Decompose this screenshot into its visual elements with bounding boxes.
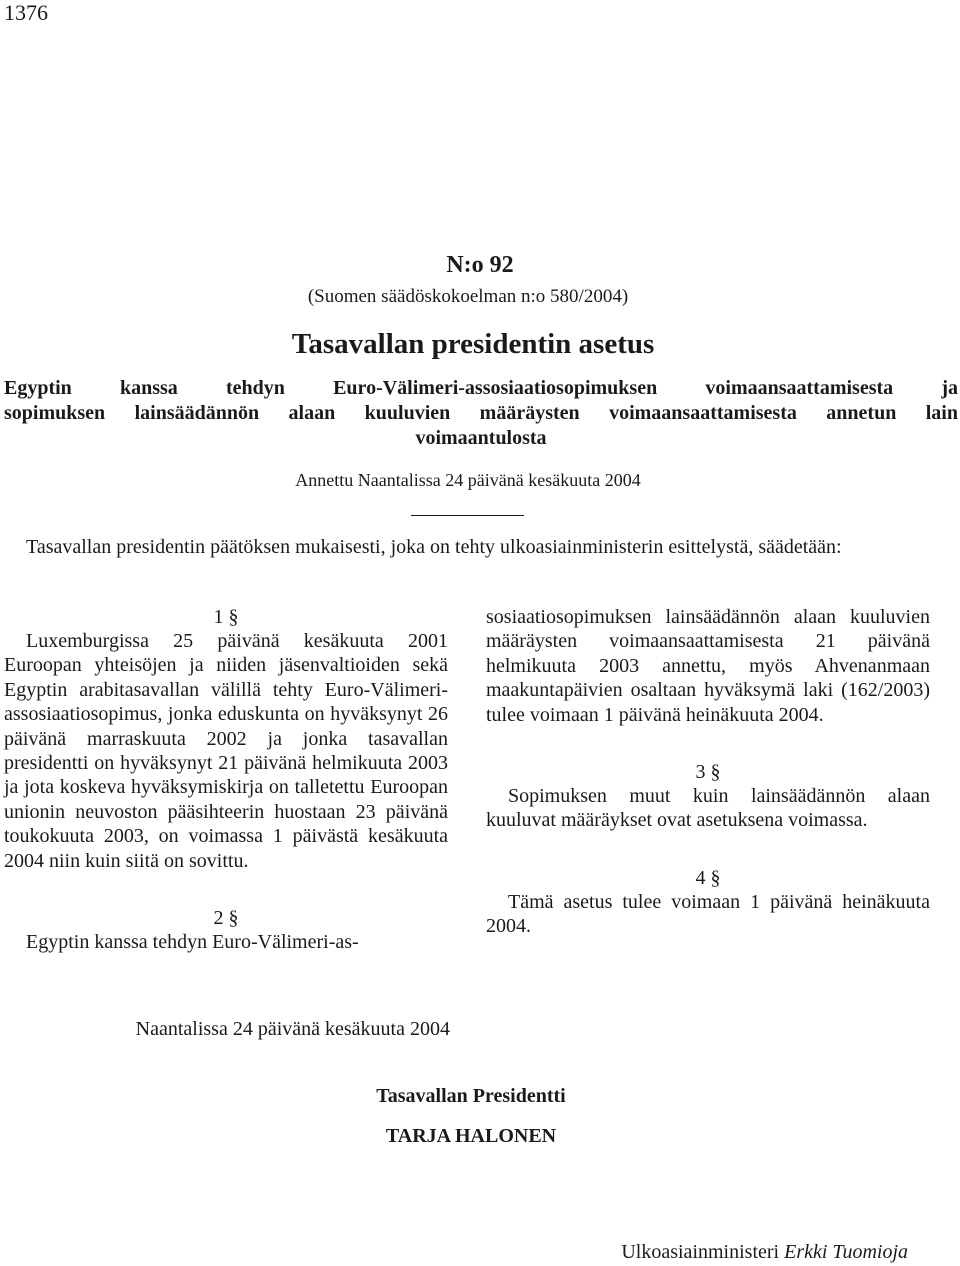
subject-line: Egyptin kanssa tehdyn Euro-Välimeri-assosiaatiosopimuksen voimaansaattamisesta ja [4,377,958,399]
subject-line: voimaantulosta [415,427,547,449]
collection-reference: (Suomen säädöskokoelman n:o 580/2004) [307,286,629,307]
act-title: Tasavallan presidentin asetus [291,328,655,360]
right-column [486,605,930,939]
section-heading: 2 § [213,907,239,930]
president-title: Tasavallan Presidentti [376,1085,566,1107]
statute-number: N:o 92 [446,252,514,278]
minister-name: Erkki Tuomioja [784,1241,908,1263]
section-text: Tämä asetus tulee voimaan 1 päivänä heinäkuuta 2004. [486,890,930,938]
left-column [4,605,448,954]
section-heading: 1 § [213,606,239,628]
section-text: Luxemburgissa 25 päivänä kesäkuuta 2001 Euroopan yhteisöjen ja niiden jäsenvaltioiden sekä Egyptin arabitasavallan välillä tehty Euro-Välimeri-assosiaatiosopimus, jonka eduskunta on hyväksynyt 26 päivänä marraskuuta 2002 ja jonka tasavallan presidentti on hyväksynyt 21 päivänä helmikuuta 2003 ja jota koskeva hyväksymiskirja on talletettu Euroopan unionin neuvoston pääsihteerin huostaan 23 päivänä toukokuuta 2003, on voimassa 1 päivästä kesäkuuta 2004 niin kuin siitä on sovittu. [4,630,448,872]
preamble [4,535,940,559]
section-heading: 4 § [695,866,721,889]
act-subject [4,376,958,451]
preamble-text: Tasavallan presidentin päätöksen mukaisesti, joka on tehty ulkoasiainministerin esittelystä, säädetään: [26,536,842,558]
minister-title: Ulkoasiainministeri [621,1241,780,1263]
signing-place-date: Naantalissa 24 päivänä kesäkuuta 2004 [135,1018,450,1040]
president-name: TARJA HALONEN [385,1125,557,1147]
minister-signature [440,1240,908,1264]
section-text: Sopimuksen muut kuin lainsäädännön alaan kuuluvat määräykset ovat asetuksena voimassa. [486,785,930,832]
section-heading: 3 § [695,761,721,784]
section-text-continuation: sosiaatiosopimuksen lainsäädännön alaan kuuluvien määräysten voimaansaattamisesta 21 päivänä helmikuuta 2003 annettu, myös Ahvenanmaan maakuntapäivien osaltaan hyväksymä laki (162/2003) tulee voimaan 1 päivänä heinäkuuta 2004. [486,606,930,726]
given-date: Annettu Naantalissa 24 päivänä kesäkuuta 2004 [295,470,641,490]
divider [411,515,524,516]
subject-line: sopimuksen lainsäädännön alaan kuuluvien määräysten voimaansaattamisesta annetun lain [4,402,958,424]
section-text: Egyptin kanssa tehdyn Euro-Välimeri-as- [26,931,359,954]
page-number: 1376 [4,0,48,25]
